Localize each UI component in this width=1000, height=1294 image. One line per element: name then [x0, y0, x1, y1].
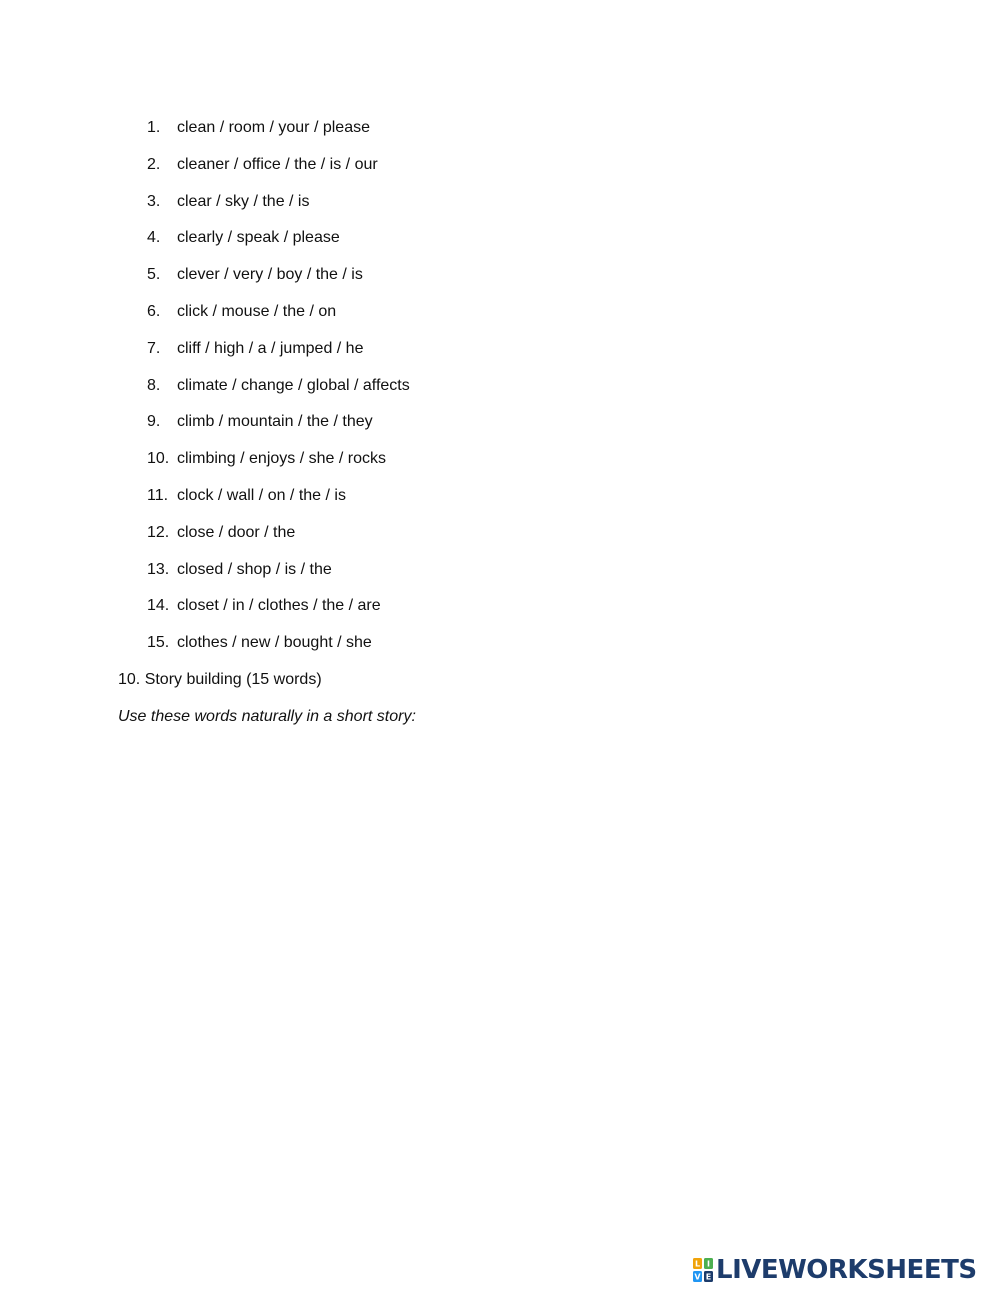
item-words: closed / shop / is / the — [177, 560, 332, 578]
item-number: 10. — [147, 450, 170, 468]
item-words: climate / change / global / affects — [177, 376, 410, 394]
svg-text:I: I — [707, 1259, 710, 1269]
item-words: clear / sky / the / is — [177, 192, 310, 210]
section-instruction: Use these words naturally in a short story: — [118, 708, 416, 725]
item-number: 1. — [147, 119, 161, 136]
svg-text:L: L — [694, 1259, 701, 1269]
item-words: clothes / new / bought / she — [177, 634, 372, 652]
item-number: 11. — [147, 486, 169, 504]
svg-text:E: E — [705, 1272, 712, 1282]
section-heading: 10. Story building (15 words) — [118, 671, 322, 688]
item-number: 6. — [147, 302, 161, 320]
item-words: closet / in / clothes / the / are — [177, 597, 381, 615]
item-number: 13. — [147, 560, 170, 578]
item-number: 8. — [147, 376, 161, 394]
item-number: 3. — [147, 192, 161, 210]
liveworksheets-logo-icon — [693, 1258, 713, 1282]
item-words: climbing / enjoys / she / rocks — [177, 450, 386, 468]
item-words: cleaner / office / the / is / our — [177, 155, 378, 173]
item-number: 4. — [147, 229, 161, 247]
item-words: close / door / the — [177, 523, 296, 541]
item-number: 12. — [147, 523, 170, 541]
item-number: 7. — [147, 339, 161, 357]
item-words: cliff / high / a / jumped / he — [177, 339, 364, 357]
svg-text:V: V — [694, 1272, 701, 1282]
item-number: 2. — [147, 155, 161, 173]
liveworksheets-brand[interactable] — [693, 1255, 977, 1285]
item-words: climb / mountain / the / they — [177, 413, 373, 431]
item-number: 5. — [147, 266, 161, 284]
item-words: clock / wall / on / the / is — [177, 486, 346, 504]
item-words: clean / room / your / please — [177, 119, 370, 136]
item-words: clearly / speak / please — [177, 229, 340, 247]
item-words: clever / very / boy / the / is — [177, 266, 363, 284]
brand-name: LIVEWORKSHEETS — [716, 1255, 977, 1285]
item-number: 14. — [147, 597, 170, 615]
item-words: click / mouse / the / on — [177, 302, 337, 320]
item-number: 9. — [147, 413, 161, 431]
item-number: 15. — [147, 634, 170, 652]
